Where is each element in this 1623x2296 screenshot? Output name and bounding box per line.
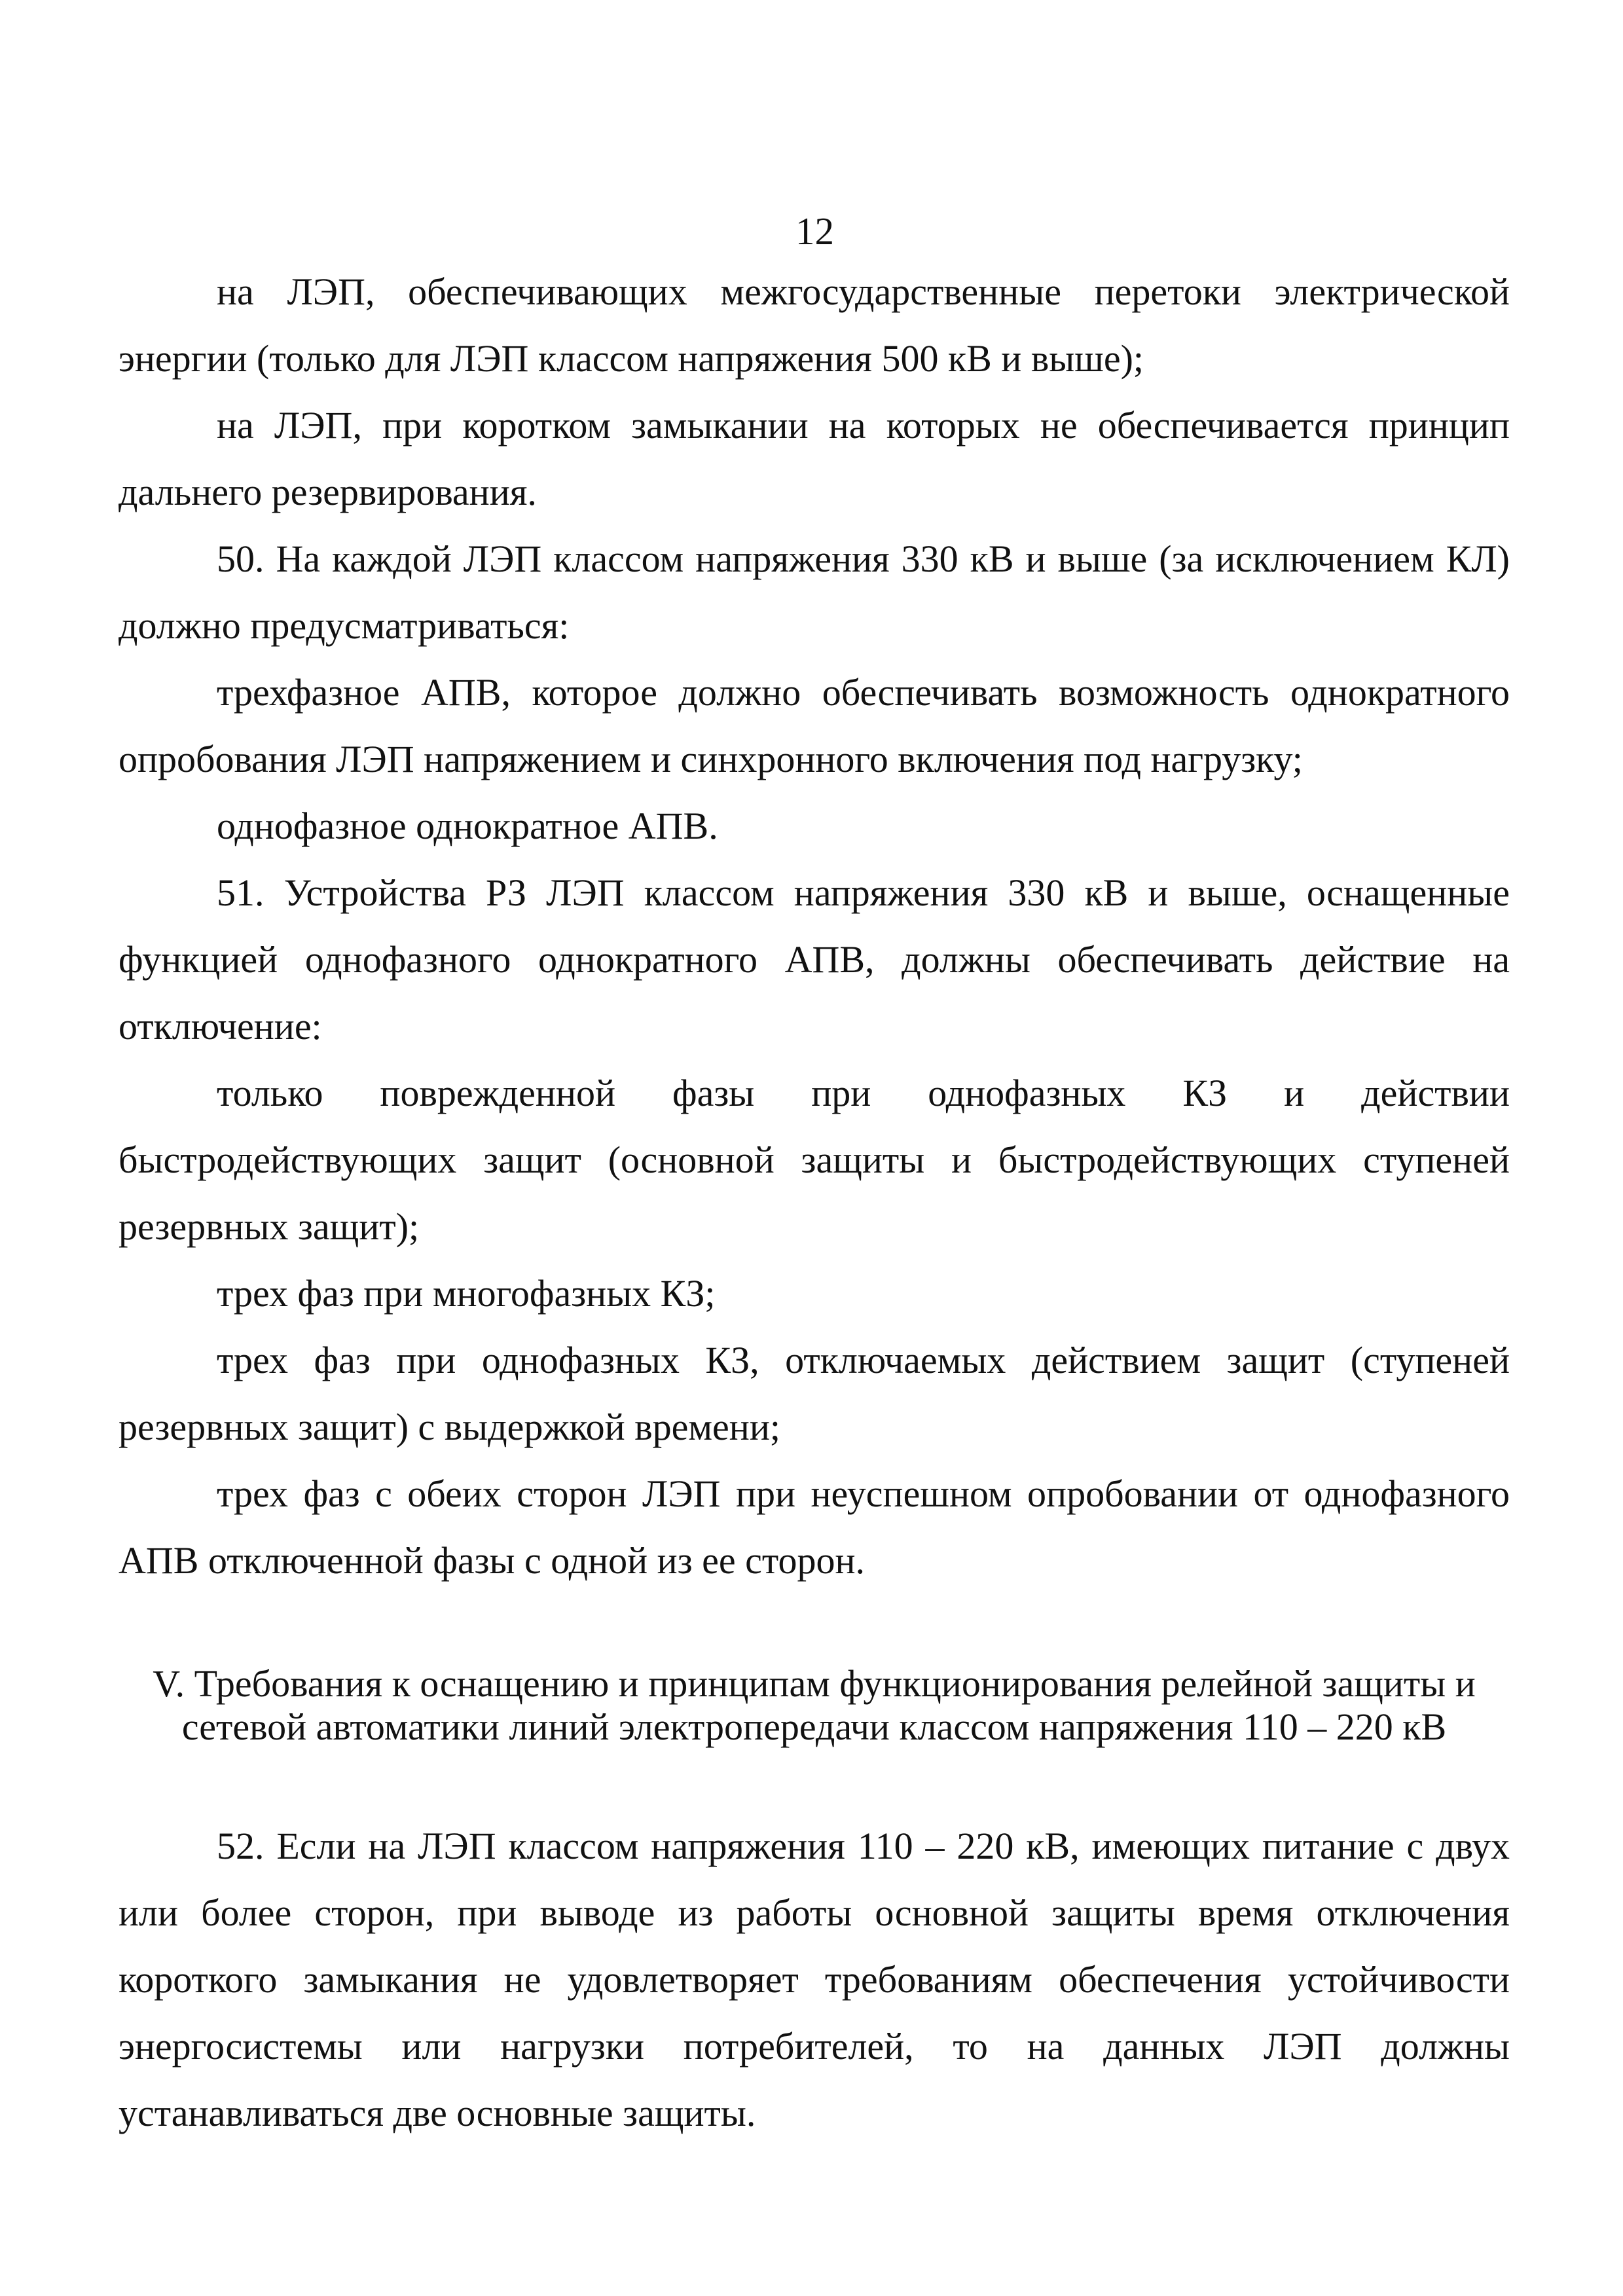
paragraph-interstate-flows: на ЛЭП, обеспечивающих межгосударственные перетоки электрической энергии (только для ЛЭП классом напряжения 500 кВ и выше); [119, 270, 1510, 380]
page-number: 12 [795, 210, 834, 253]
paragraph-multiphase-faults: трех фаз при многофазных КЗ; [217, 1272, 716, 1315]
section-heading-line-2: сетевой автоматики линий электропередачи классом напряжения 110 – 220 кВ [181, 1705, 1447, 1748]
paragraph-remote-backup: на ЛЭП, при коротком замыкании на которых не обеспечивается принцип дальнего резервирования. [119, 404, 1510, 513]
section-heading [119, 1662, 1510, 1749]
paragraph-item-51: 51. Устройства РЗ ЛЭП классом напряжения 330 кВ и выше, оснащенные функцией однофазного однократного АПВ, должны обеспечивать действие на отключение: [119, 871, 1510, 1048]
paragraph-unsuccessful-test: трех фаз с обеих сторон ЛЭП при неуспешном опробовании от однофазного АПВ отключенной фазы с одной из ее сторон. [119, 1472, 1510, 1582]
paragraph-single-phase-apv: однофазное однократное АПВ. [217, 805, 718, 847]
document-body [119, 259, 1510, 2147]
section-heading-line-1: V. Требования к оснащению и принципам функционирования релейной защиты и [153, 1662, 1476, 1705]
paragraph-damaged-phase-only: только поврежденной фазы при однофазных КЗ и действии быстродействующих защит (основной защиты и быстродействующих ступеней резервных защит); [119, 1072, 1510, 1248]
paragraph-delayed-protection: трех фаз при однофазных КЗ, отключаемых действием защит (ступеней резервных защит) с выдержкой времени; [119, 1339, 1510, 1448]
paragraph-item-50: 50. На каждой ЛЭП классом напряжения 330 кВ и выше (за исключением КЛ) должно предусматриваться: [119, 538, 1510, 647]
paragraph-item-52: 52. Если на ЛЭП классом напряжения 110 – 220 кВ, имеющих питание с двух или более сторон, при выводе из работы основной защиты время отключения короткого замыкания не удовлетворяет требованиям обеспечения устойчивости энергосистемы или нагрузки потребителей, то на данных ЛЭП должны устанавливаться две основные защиты. [119, 1825, 1510, 2134]
paragraph-three-phase-apv: трехфазное АПВ, которое должно обеспечивать возможность однократного опробования ЛЭП напряжением и синхронного включения под нагрузку; [119, 671, 1510, 780]
